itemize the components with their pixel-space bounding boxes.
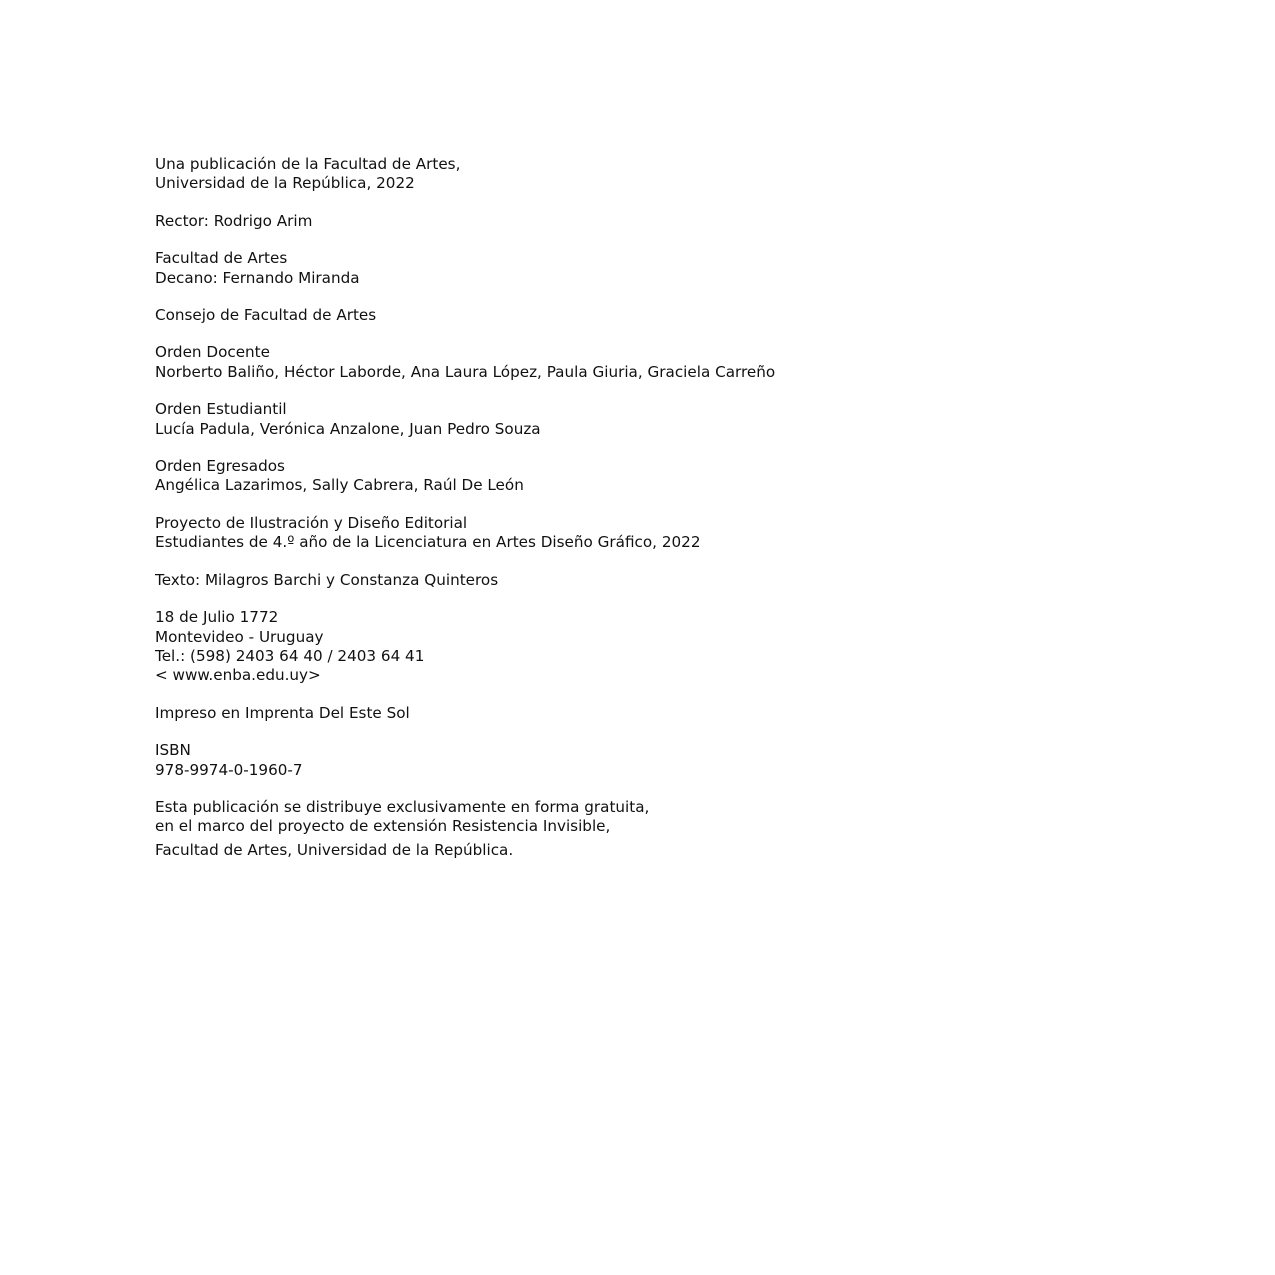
text-credit: Texto: Milagros Barchi y Constanza Quinteros xyxy=(155,570,499,589)
council-heading: Consejo de Facultad de Artes xyxy=(155,306,377,325)
graduate-order-members: Angélica Lazarimos, Sally Cabrera, Raúl De León xyxy=(155,476,524,495)
council-block xyxy=(155,306,1155,325)
rector-block xyxy=(155,212,1155,231)
isbn-number: 978-9974-0-1960-7 xyxy=(155,760,303,779)
project-title: Proyecto de Ilustración y Diseño Editorial xyxy=(155,513,468,532)
graduate-order-heading: Orden Egresados xyxy=(155,457,285,476)
printer-line: Impreso en Imprenta Del Este Sol xyxy=(155,703,410,722)
address-street: 18 de Julio 1772 xyxy=(155,608,279,627)
address-phone: Tel.: (598) 2403 64 40 / 2403 64 41 xyxy=(155,646,425,665)
faculty-block xyxy=(155,249,1155,288)
publication-line-1: Una publicación de la Facultad de Artes, xyxy=(155,155,461,173)
address-website: < www.enba.edu.uy> xyxy=(155,666,321,685)
printer-block xyxy=(155,704,1155,723)
colophon-page xyxy=(155,155,1155,878)
student-order-members: Lucía Padula, Verónica Anzalone, Juan Pedro Souza xyxy=(155,419,541,438)
isbn-block xyxy=(155,741,1155,780)
faculty-name: Facultad de Artes xyxy=(155,249,288,268)
isbn-label: ISBN xyxy=(155,741,191,760)
teaching-order-members: Norberto Baliño, Héctor Laborde, Ana Laura López, Paula Giuria, Graciela Carreño xyxy=(155,362,776,381)
dean-line: Decano: Fernando Miranda xyxy=(155,268,360,287)
graduate-order-block xyxy=(155,457,1155,496)
text-credit-block xyxy=(155,571,1155,590)
distribution-line-3: Facultad de Artes, Universidad de la República. xyxy=(155,840,514,859)
address-city: Montevideo - Uruguay xyxy=(155,627,324,646)
distribution-line-1: Esta publicación se distribuye exclusivamente en forma gratuita, xyxy=(155,797,650,816)
rector-line: Rector: Rodrigo Arim xyxy=(155,211,313,230)
project-students: Estudiantes de 4.º año de la Licenciatura en Artes Diseño Gráfico, 2022 xyxy=(155,533,701,552)
student-order-block xyxy=(155,400,1155,439)
teaching-order-heading: Orden Docente xyxy=(155,343,270,362)
publication-line-2: Universidad de la República, 2022 xyxy=(155,174,415,193)
project-block xyxy=(155,514,1155,553)
teaching-order-block xyxy=(155,343,1155,382)
distribution-block xyxy=(155,798,1155,860)
student-order-heading: Orden Estudiantil xyxy=(155,400,287,419)
distribution-line-2: en el marco del proyecto de extensión Resistencia Invisible, xyxy=(155,817,611,836)
publication-block xyxy=(155,155,1155,194)
address-block xyxy=(155,608,1155,686)
